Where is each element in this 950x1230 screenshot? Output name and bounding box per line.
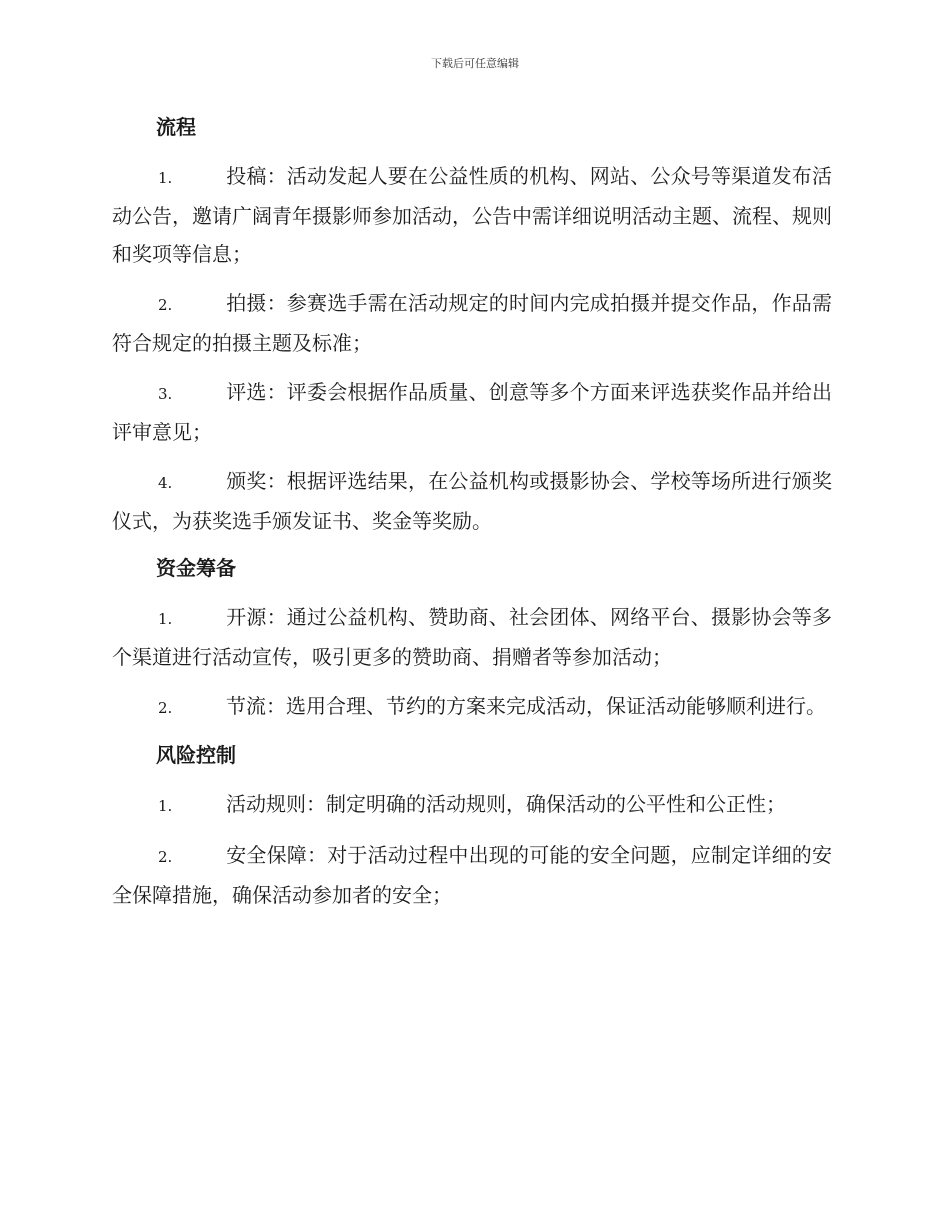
section-title: 资金筹备 bbox=[156, 556, 236, 580]
list-item-number: 1. bbox=[158, 610, 173, 628]
list-item-text: 拍摄：参赛选手需在活动规定的时间内完成拍摄并提交作品，作品需符合规定的拍摄主题及标准； bbox=[112, 291, 832, 355]
list-item-text: 开源：通过公益机构、赞助商、社会团体、网络平台、摄影协会等多个渠道进行活动宣传，吸引更多的赞助商、捐赠者等参加活动； bbox=[112, 605, 832, 669]
list-item bbox=[112, 687, 832, 727]
list-item bbox=[112, 157, 832, 273]
list-item bbox=[112, 598, 832, 676]
list-item-number: 1. bbox=[158, 797, 173, 815]
section-title: 风险控制 bbox=[156, 743, 236, 767]
section-funding bbox=[112, 549, 832, 727]
list-item bbox=[112, 284, 832, 362]
list-item bbox=[112, 836, 832, 914]
document-body bbox=[112, 108, 832, 923]
list-item-number: 3. bbox=[158, 385, 173, 403]
list-item-text: 节流：选用合理、节约的方案来完成活动，保证活动能够顺利进行。 bbox=[226, 694, 826, 718]
section-title: 流程 bbox=[156, 115, 196, 139]
list-item-number: 2. bbox=[158, 296, 173, 314]
list-item bbox=[112, 462, 832, 540]
list-item-number: 1. bbox=[158, 169, 173, 187]
list-item bbox=[112, 373, 832, 451]
list-item bbox=[112, 785, 832, 825]
section-process bbox=[112, 108, 832, 540]
list-item-text: 评选：评委会根据作品质量、创意等多个方面来评选获奖作品并给出评审意见； bbox=[112, 380, 832, 444]
list-item-number: 2. bbox=[158, 699, 173, 717]
list-item-number: 2. bbox=[158, 848, 173, 866]
page-header-note: 下载后可任意编辑 bbox=[431, 57, 519, 70]
list-item-text: 投稿：活动发起人要在公益性质的机构、网站、公众号等渠道发布活动公告，邀请广阔青年摄影师参加活动，公告中需详细说明活动主题、流程、规则和奖项等信息； bbox=[112, 164, 832, 266]
list-item-text: 安全保障：对于活动过程中出现的可能的安全问题，应制定详细的安全保障措施，确保活动参加者的安全； bbox=[112, 843, 832, 907]
list-item-number: 4. bbox=[158, 474, 173, 492]
list-item-text: 活动规则：制定明确的活动规则，确保活动的公平性和公正性； bbox=[226, 792, 786, 816]
section-risk-control bbox=[112, 736, 832, 914]
list-item-text: 颁奖：根据评选结果，在公益机构或摄影协会、学校等场所进行颁奖仪式，为获奖选手颁发证书、奖金等奖励。 bbox=[112, 469, 832, 533]
